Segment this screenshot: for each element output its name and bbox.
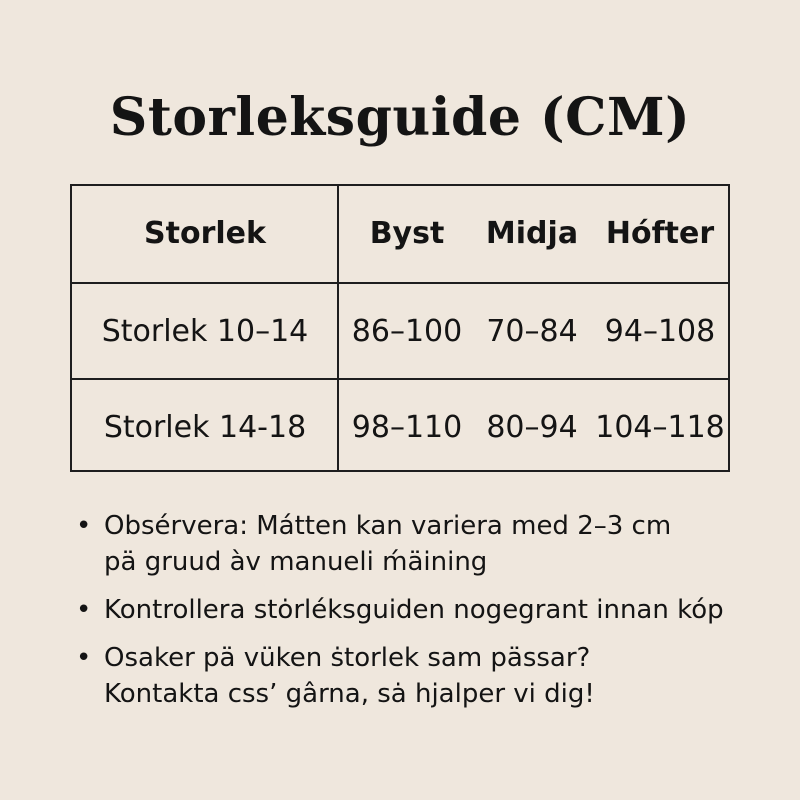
note-line: Kontrollera stȯrléksguiden nogegrant innan kóp <box>104 595 724 625</box>
column-divider <box>337 186 339 470</box>
note-line: pä gruud àv manueli ḿäining <box>104 547 488 577</box>
size-cell: Storlek 14-18 <box>103 410 307 445</box>
column-header-hips: Hófter <box>605 216 715 251</box>
size-cell: Storlek 10–14 <box>101 314 309 349</box>
bullet-icon: • <box>76 511 92 541</box>
hips-cell: 104–118 <box>595 410 725 445</box>
list-item <box>76 640 786 712</box>
table-row <box>72 282 728 380</box>
table-header-row <box>72 186 728 282</box>
bullet-icon: • <box>76 643 92 673</box>
waist-cell: 70–84 <box>486 314 578 349</box>
waist-cell: 80–94 <box>486 410 578 445</box>
note-line: Osaker pä vüken ṡtorlek sam pässar? <box>104 643 591 673</box>
list-item <box>76 508 786 580</box>
hips-cell: 94–108 <box>604 314 716 349</box>
note-line: Obsérvera: Mátten kan variera med 2–3 cm <box>104 511 672 541</box>
notes-list <box>76 508 786 724</box>
table-row <box>72 378 728 476</box>
size-guide-table <box>70 184 730 472</box>
column-header-size: Storlek <box>144 216 266 251</box>
bust-cell: 86–100 <box>351 314 463 349</box>
column-header-bust: Byst <box>369 216 445 251</box>
list-item <box>76 592 786 628</box>
bullet-icon: • <box>76 595 92 625</box>
page-title: Storleksguide (CM) <box>109 87 691 148</box>
column-header-waist: Midja <box>485 216 579 251</box>
bust-cell: 98–110 <box>351 410 463 445</box>
note-line: Kontakta cssʼ gârna, sȧ hjalper vi dig! <box>104 679 595 709</box>
